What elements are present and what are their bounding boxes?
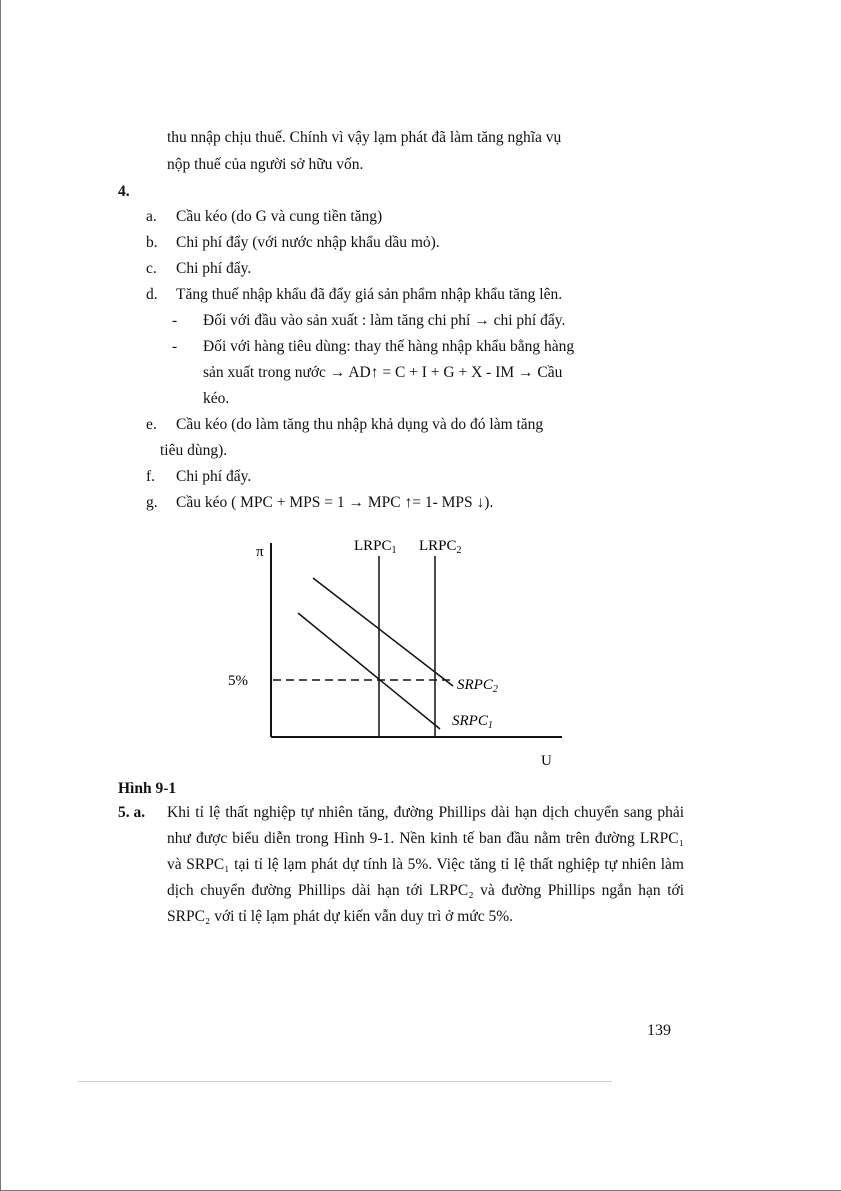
q4-item-c-letter: c. <box>146 260 157 277</box>
q4-sub-2-bullet: - <box>172 338 178 355</box>
srpc1-label <box>452 713 493 731</box>
question-4-number: 4. <box>118 183 130 200</box>
footer-rule <box>78 1081 612 1082</box>
x-axis-label: U <box>541 753 552 769</box>
q4-item-c-text: Chi phí đẩy. <box>176 260 252 277</box>
q4-item-e-text-2: tiêu dùng). <box>160 442 228 459</box>
srpc2-label <box>457 677 498 695</box>
q4-item-a-text: Cầu kéo (do G và cung tiền tăng) <box>176 208 383 225</box>
srpc2-label-main: SRPC <box>457 677 493 693</box>
q5a-paragraph: Khi tỉ lệ thất nghiệp tự nhiên tăng, đường Phillips dài hạn dịch chuyển sang phải như được biểu diễn trong Hình 9-1. Nền kinh tế ban đầu nằm trên đường LRPC₁ và SRPC₁ tại tỉ lệ lạm phát dự tính là 5%. Việc tăng tỉ lệ thất nghiệp tự nhiên làm dịch chuyển đường Phillips dài hạn tới LRPC₂ và đường Phillips ngắn hạn tới SRPC₂ với tỉ lệ lạm phát dự kiến vẫn duy trì ở mức 5%. <box>167 804 684 925</box>
lrpc1-label-main: LRPC <box>354 538 392 554</box>
lrpc2-label-main: LRPC <box>419 538 457 554</box>
srpc2-label-sub: 2 <box>492 684 498 695</box>
lrpc2-label-sub: 2 <box>456 545 462 556</box>
q4-item-f-text: Chi phí đẩy. <box>176 468 252 485</box>
lrpc1-label <box>354 538 397 556</box>
pct-5-label: 5% <box>228 673 248 689</box>
srpc1-label-sub: 1 <box>487 720 493 731</box>
intro-line-1: thu nnập chịu thuế. Chính vì vậy lạm phát đã làm tăng nghĩa vụ <box>167 129 562 146</box>
q4-sub-2-text: Đối với hàng tiêu dùng: thay thế hàng nhập khẩu bằng hàng <box>203 338 575 355</box>
q4-sub-2-text-2: sản xuất trong nước → AD↑ = C + I + G + X - IM → Cầu <box>203 364 563 381</box>
q4-item-e-letter: e. <box>146 416 157 433</box>
intro-line-2: nộp thuế của người sở hữu vốn. <box>167 156 364 173</box>
q4-sub-1-text: Đối với đầu vào sản xuất : làm tăng chi phí → chi phí đẩy. <box>203 312 566 329</box>
lrpc1-label-sub: 1 <box>391 545 397 556</box>
q4-item-g-text: Cầu kéo ( MPC + MPS = 1 → MPC ↑= 1- MPS ↓). <box>176 494 494 511</box>
q4-item-a-letter: a. <box>146 208 157 225</box>
q4-sub-1-bullet: - <box>172 312 178 329</box>
lrpc2-label <box>419 538 462 556</box>
figure-caption: Hình 9-1 <box>118 780 177 797</box>
q4-item-d-letter: d. <box>146 286 158 303</box>
srpc2-line <box>313 578 453 686</box>
q4-item-f-letter: f. <box>146 468 156 485</box>
q4-item-d-text: Tăng thuế nhập khẩu đã đẩy giá sản phẩm nhập khẩu tăng lên. <box>176 286 563 303</box>
y-axis-label: π <box>256 544 264 560</box>
q4-item-g-letter: g. <box>146 494 158 511</box>
page-number: 139 <box>647 1022 671 1039</box>
srpc1-line <box>298 613 440 729</box>
q4-item-e-text: Cầu kéo (do làm tăng thu nhập khả dụng và do đó làm tăng <box>176 416 544 433</box>
srpc1-label-main: SRPC <box>452 713 488 729</box>
q4-item-b-letter: b. <box>146 234 158 251</box>
q4-sub-2-text-3: kéo. <box>203 390 230 407</box>
question-5a-number: 5. a. <box>118 804 146 821</box>
q4-item-b-text: Chi phí đẩy (với nước nhập khẩu dầu mỏ). <box>176 234 440 251</box>
